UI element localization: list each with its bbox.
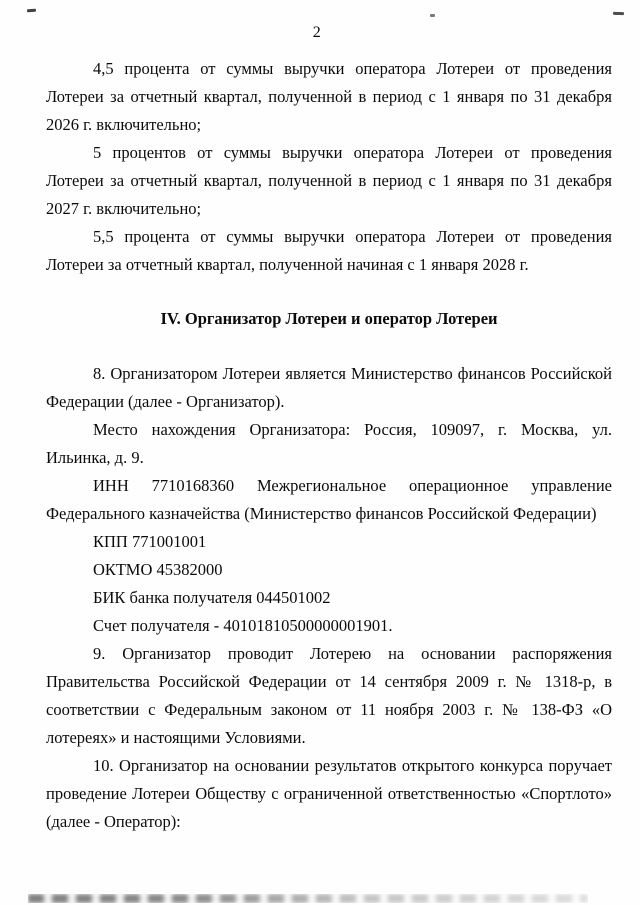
paragraph-rate-2027: 5 процентов от суммы выручки оператора Лотереи от проведения Лотереи за отчетный квартал, полученной в период с 1 января по 31 декабря 2027 г. включительно;	[46, 143, 612, 218]
paragraph-organizer: 8. Организатором Лотереи является Министерство финансов Российской Федерации (далее - Организатор).	[46, 364, 612, 411]
paragraph-operator: 10. Организатор на основании результатов открытого конкурса поручает проведение Лотереи Обществу с ограниченной ответственностью «Спортлото» (далее - Оператор):	[46, 756, 612, 831]
paragraph-rate-2026: 4,5 процента от суммы выручки оператора Лотереи от проведения Лотереи за отчетный квартал, полученной в период с 1 января по 31 декабря 2026 г. включительно;	[46, 59, 612, 134]
paragraph-kpp: КПП 771001001	[93, 532, 207, 551]
scan-artifact-bottom-cutoff-text	[28, 894, 588, 903]
document-body	[46, 55, 612, 836]
scan-artifact-top-left	[27, 9, 36, 13]
paragraph-oktmo: ОКТМО 45382000	[93, 560, 223, 579]
paragraph-address: Место нахождения Организатора: Россия, 109097, г. Москва, ул. Ильинка, д. 9.	[46, 420, 612, 467]
paragraph-rate-2028: 5,5 процента от суммы выручки оператора Лотереи от проведения Лотереи за отчетный квартал, полученной начиная с 1 января 2028 г.	[46, 227, 612, 274]
scan-artifact-top-right	[613, 12, 624, 15]
section-heading-iv: IV. Организатор Лотереи и оператор Лотереи	[160, 309, 498, 328]
paragraph-bik: БИК банка получателя 044501002	[93, 588, 331, 607]
scan-artifact-top-middle	[430, 14, 435, 17]
page-number: 2	[312, 24, 322, 41]
paragraph-inn: ИНН 7710168360 Межрегиональное операционное управление Федерального казначейства (Министерство финансов Российской Федерации)	[46, 476, 612, 523]
paragraph-legal-basis: 9. Организатор проводит Лотерею на основании распоряжения Правительства Российской Федерации от 14 сентября 2009 г. № 1318-р, в соответствии с Федеральным законом от 11 ноября 2003 г. № 138-ФЗ «О лотереях» и настоящими Условиями.	[46, 644, 612, 747]
paragraph-account: Счет получателя - 40101810500000001901.	[93, 616, 393, 635]
